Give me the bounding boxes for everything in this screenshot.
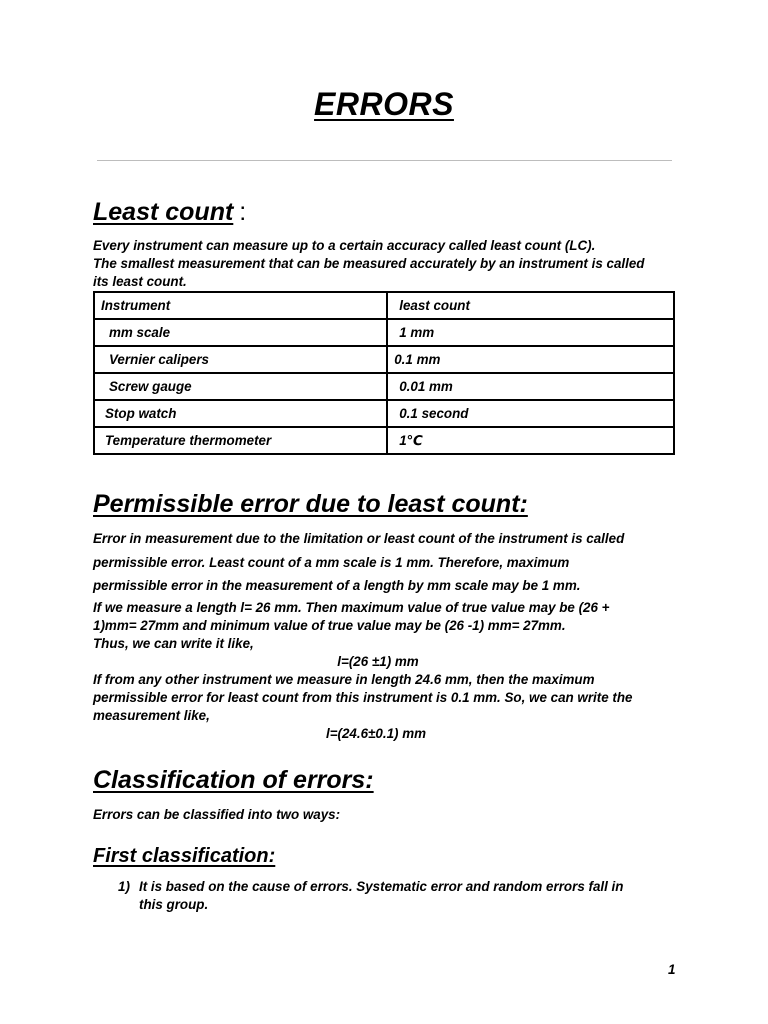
text-line: permissible error for least count from this instrument is 0.1 mm. So, we can write the xyxy=(93,690,633,705)
least-count-heading-text: Least count xyxy=(93,198,234,226)
text-line: this group. xyxy=(139,897,209,912)
text-line: Every instrument can measure up to a certain accuracy called least count (LC). xyxy=(93,238,596,253)
table-row xyxy=(94,346,674,373)
text-line: Errors can be classified into two ways: xyxy=(93,807,341,822)
table-header-cell: Instrument xyxy=(94,292,387,319)
least-count-heading-colon: : xyxy=(239,198,247,226)
page-number: 1 xyxy=(668,962,676,977)
list-number: 1) xyxy=(118,879,130,894)
formula-2: l=(24.6±0.1) mm xyxy=(325,726,427,741)
table-cell: 0.1 second xyxy=(387,400,674,427)
table-cell: Vernier calipers xyxy=(94,346,387,373)
classification-intro xyxy=(93,806,683,824)
least-count-definition xyxy=(93,237,683,291)
text-line: permissible error in the measurement of a length by mm scale may be 1 mm. xyxy=(93,578,581,593)
formula-1: l=(26 ±1) mm xyxy=(337,654,419,669)
text-line: Thus, we can write it like, xyxy=(93,636,254,651)
table-cell: 0.01 mm xyxy=(387,373,674,400)
table-row xyxy=(94,400,674,427)
page-title: ERRORS xyxy=(314,86,454,122)
text-line: measurement like, xyxy=(93,708,210,723)
table-header-cell: least count xyxy=(387,292,674,319)
first-classification-heading: First classification: xyxy=(93,845,276,867)
table-cell: 0.1 mm xyxy=(387,346,674,373)
table-cell: Temperature thermometer xyxy=(94,427,387,454)
text-line: permissible error. Least count of a mm scale is 1 mm. Therefore, maximum xyxy=(93,554,570,570)
table-row xyxy=(94,319,674,346)
least-count-table xyxy=(93,291,675,455)
table-header-row xyxy=(94,292,674,319)
title-divider xyxy=(97,160,672,161)
text-line: its least count. xyxy=(93,274,187,289)
table-cell: 1℃ xyxy=(387,427,674,454)
permissible-error-heading: Permissible error due to least count: xyxy=(93,490,528,518)
classification-heading: Classification of errors: xyxy=(93,766,374,794)
text-line: If from any other instrument we measure in length 24.6 mm, then the maximum xyxy=(93,672,595,687)
table-cell: 1 mm xyxy=(387,319,674,346)
permissible-error-example xyxy=(93,599,683,743)
text-line: If we measure a length l= 26 mm. Then maximum value of true value may be (26 + xyxy=(93,600,610,615)
text-line: 1)mm= 27mm and minimum value of true value may be (26 -1) mm= 27mm. xyxy=(93,618,566,633)
table-row xyxy=(94,373,674,400)
table-cell: Screw gauge xyxy=(94,373,387,400)
table-cell: Stop watch xyxy=(94,400,387,427)
text-line: The smallest measurement that can be measured accurately by an instrument is called xyxy=(93,256,645,271)
text-line: It is based on the cause of errors. Systematic error and random errors fall in xyxy=(139,879,624,894)
least-count-heading xyxy=(93,198,246,227)
table-cell: mm scale xyxy=(94,319,387,346)
permissible-error-intro xyxy=(93,527,683,598)
text-line: Error in measurement due to the limitation or least count of the instrument is called xyxy=(93,531,625,546)
list-item xyxy=(118,878,678,914)
list-item-body xyxy=(139,878,678,914)
table-row xyxy=(94,427,674,454)
